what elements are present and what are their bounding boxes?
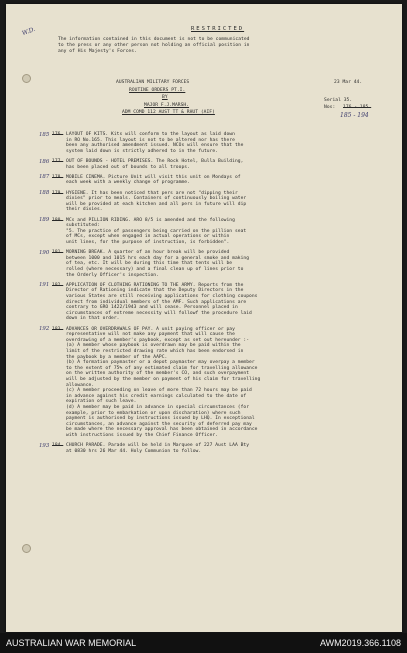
order-text-line: unit lines, for the purpose of instruction, is forbidden".	[66, 240, 230, 245]
order-title-line: APPLICATION OF CLOTHING RATIONING TO THE ARMY. Reports from the	[66, 282, 244, 288]
order-text-line: at 0830 hrs 26 Mar 44. Holy Communion to follow.	[66, 448, 202, 454]
order-title-line: MORNING BREAK. A quarter of an hour break will be provided	[66, 250, 230, 256]
notice-line: any of His Majesty's Forces.	[58, 48, 137, 54]
order-text-line: direct from individual members of the AMF. Such applications are	[66, 299, 247, 305]
order-text-line: between 1000 and 1015 hrs each day for a general smoke and making	[66, 255, 250, 261]
order-title-line: LAYOUT OF KITS. Kits will conform to the layout as laid down	[66, 132, 235, 137]
handwritten-order-number: 189	[39, 217, 50, 224]
order-text-line: allowance.	[66, 382, 95, 388]
typed-order-number: 182.	[52, 282, 64, 288]
order-text-line: in advance against his credit earnings calculated to the date of	[66, 393, 247, 399]
org-title-line: MAJOR F.J.MARSH.	[144, 102, 190, 108]
footer-bar	[0, 633, 407, 653]
handwritten-order-number: 190	[39, 249, 50, 256]
order-text-line: example, prior to embarkation or upon discharation) where such	[66, 410, 241, 416]
order-text-line: will be provided at each kitchen and all pers in future will dip	[66, 201, 247, 207]
order-text-line: various States are still receiving applications for clothing coupons	[66, 294, 258, 299]
typed-order-number: 183.	[52, 326, 64, 332]
notice-line: The information contained in this document is not to be communicated	[58, 37, 250, 42]
order-text-line: of MCs, except when engaged in actual operations or within	[66, 234, 230, 240]
handwritten-order-number: 185	[39, 131, 50, 138]
order-text-line: (a) A member whose paybook is overdrawn may be paid within the	[66, 343, 241, 349]
typed-order-number: 177.	[52, 159, 64, 164]
order-text-line: (d) A member may be paid in advance in special circumstances (for	[66, 405, 250, 410]
order-title-line: CHURCH PARADE. Parade will be held in Marquee of 227 Aust LAA Bty	[66, 443, 250, 449]
order-text-line: contrary to GRO 1422/1943 and will cease. Personnel placed in	[66, 305, 238, 311]
typed-order-number: 180.	[52, 217, 64, 223]
org-title-line: ADM COMD 112 AUST TT & RHUT (AIF)	[122, 110, 215, 115]
order-text-line: down in that order.	[66, 316, 120, 322]
margin-note: W.D.	[21, 25, 37, 38]
nos-value: 176 - 185.	[343, 105, 372, 110]
order-text-line: in RO No.165. This layout is not to be altered nor has there	[66, 137, 235, 143]
order-text-line: payment is authorised by instructions issued by LHQ. In exceptional	[66, 416, 255, 422]
footer-source: AUSTRALIAN WAR MEMORIAL	[6, 638, 137, 648]
order-text-line: representative will not make any payment that will cause the	[66, 332, 235, 338]
org-title-line: BY	[162, 95, 168, 100]
document-page	[6, 4, 402, 632]
order-text-line: to the extent of 75% of any estimated claim for travelling allowance	[66, 365, 258, 371]
handwritten-order-number: 191	[39, 282, 50, 289]
order-text-line: expiration of such leave.	[66, 399, 137, 405]
typed-order-number: 179.	[52, 190, 64, 196]
order-title-line: ADVANCES OR OVERDRAWALS OF PAY. A unit paying officer or pay	[66, 326, 235, 332]
order-text-line: substituted:	[66, 223, 100, 229]
order-text-line: (c) A member proceeding on leave of more than 72 hours may be paid	[66, 388, 252, 394]
nos-label: Nos:	[324, 105, 336, 110]
order-text-line: their dixies.	[66, 207, 103, 213]
nos-handwritten: 185 - 194	[340, 112, 369, 119]
order-title-line: MOBILE CINEMA. Picture Unit will visit this unit on Mondays of	[66, 174, 241, 180]
order-text-line: on the written authority of the member's CO, and such overpayment	[66, 371, 250, 377]
order-text-line: system laid down is strictly adhered to in the future.	[66, 148, 219, 154]
order-text-line: rolled (where necessary) and a final clean up of lines prior to	[66, 267, 244, 272]
date: 23 Mar 44.	[334, 80, 363, 85]
order-text-line: (b) A formation paymaster or a depot paymaster may overpay a member	[66, 360, 255, 366]
handwritten-order-number: 186	[39, 158, 50, 165]
order-text-line: Director of Rationing indicate that the Deputy Directors in the	[66, 288, 244, 294]
order-text-line: will be adjusted by the member on payment of his claim for travelling	[66, 377, 261, 382]
punch-hole	[22, 74, 31, 83]
org-title-line: ROUTINE ORDERS PT.I.	[129, 87, 186, 93]
footer-id: AWM2019.366.1108	[319, 638, 401, 648]
notice-line: to the press or any other person not holding an official position in	[58, 42, 250, 48]
order-text-line: circumstances, an advance against the security of deferred pay may	[66, 421, 252, 427]
order-text-line: has been placed out of bounds to all troops.	[66, 164, 190, 170]
order-text-line: been any authorised amendment issued. NCOs will ensure that the	[66, 143, 244, 149]
order-title-line: HYGIENE. It has been noticed that pers are not "dipping their	[66, 190, 238, 196]
handwritten-order-number: 188	[39, 190, 50, 197]
order-text-line: each week with a weekly change of programme.	[66, 180, 190, 186]
handwritten-order-number: 187	[39, 174, 50, 181]
order-text-line: with instructions issued by the Chief Finance Officer.	[66, 433, 219, 438]
typed-order-number: 176.	[52, 132, 64, 137]
punch-hole	[22, 544, 31, 553]
typed-order-number: 178.	[52, 174, 64, 180]
order-text-line: the Orderly Officer's inspection.	[66, 272, 159, 278]
typed-order-number: 184.	[52, 443, 64, 449]
order-text-line: of tea, etc. It will be during this time that tents will be	[66, 261, 233, 267]
handwritten-order-number: 193	[39, 442, 50, 449]
order-title-line: MCs and PILLION RIDING. ARO 8/5 is amended and the following	[66, 217, 235, 223]
document-heading: RESTRICTED	[191, 26, 245, 32]
order-text-line: the paybook by a member of the AAPC.	[66, 354, 168, 360]
order-text-line: "5. The practice of passengers being carried on the pillion seat	[66, 228, 247, 234]
order-title-line: OUT OF BOUNDS - HOTEL PREMISES. The Rock Hotel, Bulla Building,	[66, 159, 244, 164]
order-text-line: limit of the restricted drawing rate which has been endorsed in	[66, 349, 244, 354]
order-text-line: be made where the necessary approval has been obtained in accordance	[66, 427, 258, 433]
handwritten-order-number: 192	[39, 326, 50, 333]
order-text-line: circumstances of extreme necessity will followf the procedure laid	[66, 310, 252, 316]
order-text-line: overdrawing of a member's paybook, except as set out hereunder :-	[66, 337, 250, 343]
order-text-line: dixies" prior to meals. Containers of continuously boiling water	[66, 196, 247, 202]
typed-order-number: 181.	[52, 250, 64, 256]
org-title-line: AUSTRALIAN MILITARY FORCES	[116, 80, 190, 85]
serial: Serial 35.	[324, 98, 353, 103]
